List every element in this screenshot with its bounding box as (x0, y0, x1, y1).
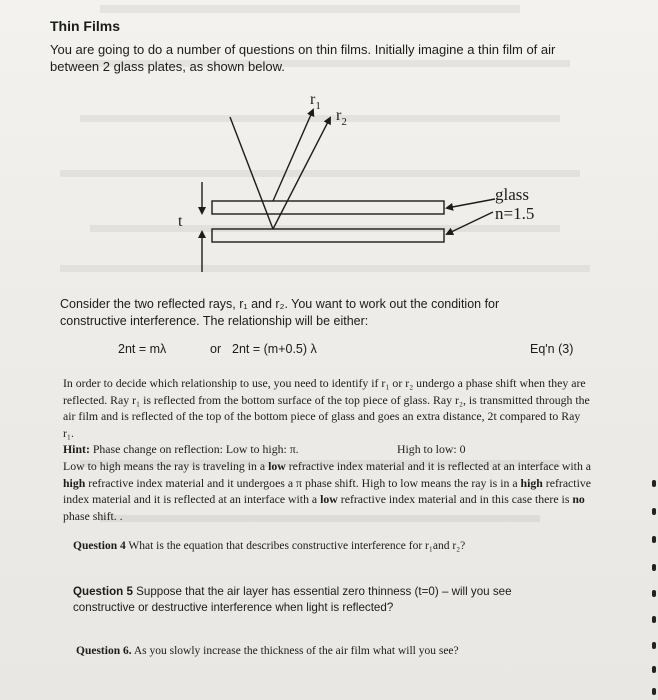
ray-r1-label: $r_1$ (310, 91, 321, 112)
condition-paragraph: Consider the two reflected rays, r₁ and r₂. You want to work out the condition for constructive interference. The relationship will be either: (60, 297, 500, 328)
reflected-ray-r1 (273, 110, 313, 201)
question-4-label: Question 4 (73, 540, 126, 552)
glass-label: glass (495, 185, 529, 204)
hint-high-to-low: High to low: 0 (397, 442, 466, 457)
explanation-paragraph: Low to high means the ray is traveling in a low refractive index material and it is reflected at an interface with a high refractive index material and it undergoes a π phase shift. High to low means the ray is in a high refractive index material and it is reflected at an interface with a low refractive index material and in this case there is no phase shift. . (63, 458, 592, 523)
question-6-label: Question 6. (76, 645, 132, 657)
intro-paragraph: You are going to do a number of questions on thin films. Initially imagine a thin film of air between 2 glass plates, as shown below. (50, 42, 556, 74)
page-edge-marks (648, 440, 658, 700)
page-title: Thin Films (50, 18, 120, 34)
hint-label: Hint: (63, 442, 90, 457)
thin-film-diagram-svg (170, 82, 570, 292)
top-glass-plate (212, 201, 444, 214)
glass-pointer-top (447, 199, 495, 208)
question-4-text: What is the equation that describes constructive interference for r₁and r₂? (125, 540, 466, 552)
ray-r2-label: $r_2$ (336, 107, 347, 128)
equation-number: Eq'n (3) (530, 342, 574, 356)
phase-shift-explanation (63, 375, 593, 524)
refractive-index-label: n=1.5 (495, 204, 535, 223)
question-6-text: As you slowly increase the thickness of the air film what will you see? (131, 645, 459, 657)
thin-film-diagram (170, 82, 570, 292)
hint-low-to-high: Phase change on reflection: Low to high: π. (92, 442, 299, 457)
equation-constructive-b: 2nt = (m+0.5) λ (232, 342, 317, 356)
bottom-glass-plate (212, 229, 444, 242)
hint-line (63, 441, 593, 458)
incident-ray (230, 117, 273, 229)
question-5 (73, 584, 533, 616)
question-5-text: Suppose that the air layer has essential zero thinness (t=0) – will you see constructive or destructive interference when light is reflected? (73, 585, 512, 614)
question-4 (73, 540, 465, 552)
thickness-label: t (178, 213, 183, 230)
phase-shift-intro: In order to decide which relationship to use, you need to identify if r₁ or r₂ undergo a phase shift when they are reflected. Ray r₁ is reflected from the bottom surface of the top piece of glass. Ray r₂, is transmitted through the air film and is reflected of the top of the bottom piece of glass and goes an extra distance, 2t compared to Ray r₁. (63, 376, 590, 440)
equation-constructive-a: 2nt = mλ (118, 342, 167, 356)
question-5-label: Question 5 (73, 585, 133, 598)
glass-pointer-bottom (447, 212, 493, 234)
question-6 (76, 645, 459, 657)
equation-or: or (210, 342, 222, 356)
